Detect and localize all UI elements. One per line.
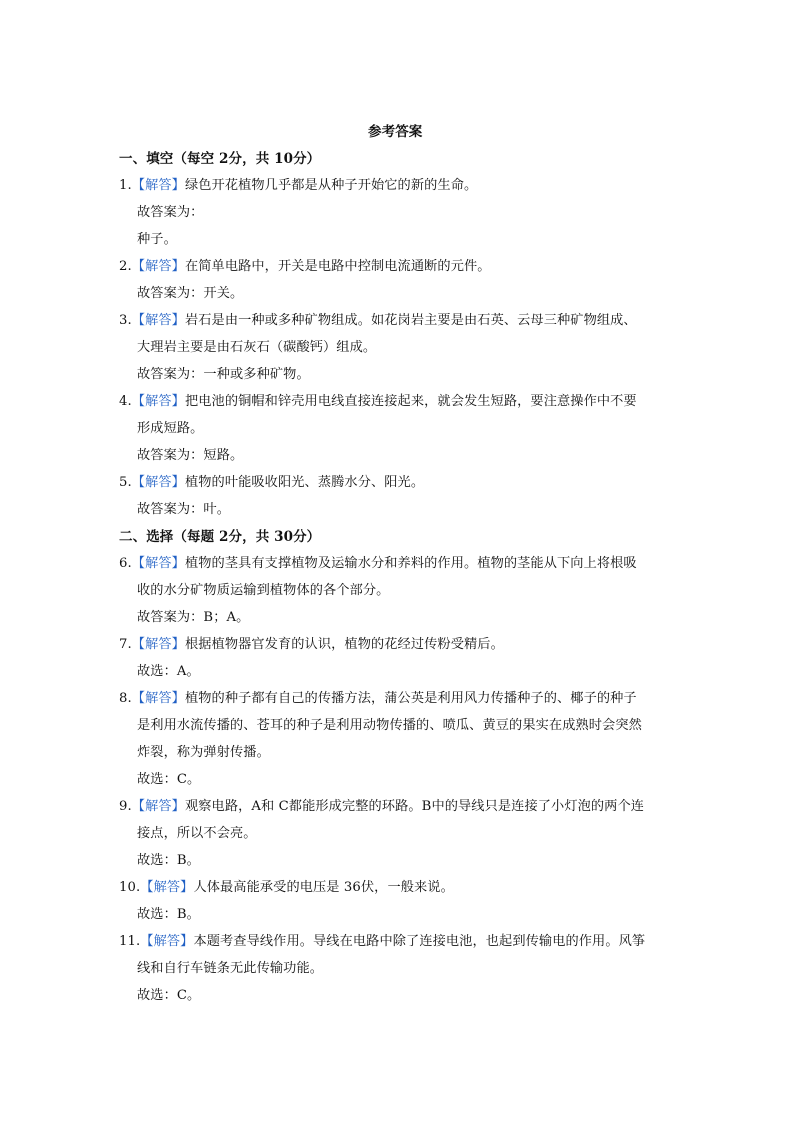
answer-item xyxy=(119,636,504,654)
line-text: 故选：B。 xyxy=(137,853,200,868)
answer-item xyxy=(119,879,454,897)
answer-item xyxy=(119,798,644,816)
answer-tag: 【解答】 xyxy=(131,556,185,571)
item-number: 1. xyxy=(119,178,132,193)
answer-tag: 【解答】 xyxy=(131,475,185,490)
section-heading xyxy=(119,150,320,168)
answer-line xyxy=(137,663,200,681)
answer-tag: 【解答】 xyxy=(140,880,194,895)
answer-tag: 【解答】 xyxy=(131,637,185,652)
answer-line xyxy=(137,987,200,1005)
answer-line xyxy=(137,852,200,870)
answer-line xyxy=(137,366,310,384)
line-text: 线和自行车链条无此传输功能。 xyxy=(137,961,324,976)
answer-line xyxy=(137,717,642,735)
line-text: 故答案为：B；A。 xyxy=(137,610,250,625)
line-text: 故选：C。 xyxy=(137,772,201,787)
line-text: 大理岩主要是由石灰石（碳酸钙）组成。 xyxy=(137,340,377,355)
line-text: 故选：A。 xyxy=(137,664,200,679)
answer-line xyxy=(137,231,177,249)
item-text: 观察电路，A和 C都能形成完整的环路。B中的导线只是连接了小灯泡的两个连 xyxy=(184,799,645,814)
item-text: 根据植物器官发育的认识，植物的花经过传粉受精后。 xyxy=(184,637,504,652)
line-text: 故答案为：开关。 xyxy=(137,286,244,301)
answer-item xyxy=(119,177,477,195)
answer-line xyxy=(137,501,230,519)
item-number: 8. xyxy=(119,691,132,706)
item-text: 绿色开花植物几乎都是从种子开始它的新的生命。 xyxy=(184,178,478,193)
answer-line xyxy=(137,906,200,924)
item-number: 4. xyxy=(119,394,132,409)
answer-tag: 【解答】 xyxy=(131,691,185,706)
answer-tag: 【解答】 xyxy=(131,313,185,328)
item-number: 2. xyxy=(119,259,132,274)
line-text: 故答案为： xyxy=(137,205,204,220)
answer-line xyxy=(137,447,243,465)
item-text: 植物的种子都有自己的传播方法，蒲公英是利用风力传播种子的、椰子的种子 xyxy=(184,691,637,706)
line-text: 形成短路。 xyxy=(137,421,204,436)
item-text: 岩石是由一种或多种矿物组成。如花岗岩主要是由石英、云母三种矿物组成、 xyxy=(184,313,637,328)
answer-line xyxy=(137,420,203,438)
answer-line xyxy=(137,825,257,843)
answer-item xyxy=(119,258,491,276)
line-text: 故答案为：叶。 xyxy=(137,502,231,517)
answer-line xyxy=(137,285,243,303)
line-text: 故答案为：短路。 xyxy=(137,448,244,463)
answer-tag: 【解答】 xyxy=(131,259,185,274)
line-text: 接点，所以不会亮。 xyxy=(137,826,257,841)
answer-tag: 【解答】 xyxy=(131,178,185,193)
answer-line xyxy=(137,582,389,600)
answer-line xyxy=(137,960,323,978)
answer-tag: 【解答】 xyxy=(140,934,194,949)
item-number: 11. xyxy=(119,934,141,949)
item-number: 7. xyxy=(119,637,132,652)
answer-line xyxy=(137,744,270,762)
answer-item xyxy=(119,474,424,492)
page-title: 参考答案 xyxy=(368,124,423,140)
answer-tag: 【解答】 xyxy=(131,799,185,814)
answer-line xyxy=(137,204,203,222)
item-text: 人体最高能承受的电压是 36伏，一般来说。 xyxy=(193,880,454,895)
item-number: 3. xyxy=(119,313,132,328)
line-text: 种子。 xyxy=(137,232,177,247)
item-number: 9. xyxy=(119,799,132,814)
item-number: 6. xyxy=(119,556,132,571)
line-text: 是利用水流传播的、苍耳的种子是利用动物传播的、喷瓜、黄豆的果实在成熟时会突然 xyxy=(137,718,642,733)
answer-tag: 【解答】 xyxy=(131,394,185,409)
line-text: 故答案为：一种或多种矿物。 xyxy=(137,367,310,382)
answer-item xyxy=(119,690,637,708)
answer-line xyxy=(137,609,249,627)
answer-item xyxy=(119,312,637,330)
line-text: 炸裂，称为弹射传播。 xyxy=(137,745,270,760)
section-heading xyxy=(119,528,320,546)
item-text: 把电池的铜帽和锌壳用电线直接连接起来，就会发生短路，要注意操作中不要 xyxy=(184,394,637,409)
item-number: 10. xyxy=(119,880,141,895)
answer-line xyxy=(137,339,376,357)
answer-line xyxy=(137,771,200,789)
item-text: 在简单电路中，开关是电路中控制电流通断的元件。 xyxy=(184,259,491,274)
item-text: 本题考查导线作用。导线在电路中除了连接电池，也起到传输电的作用。风筝 xyxy=(193,934,646,949)
item-text: 植物的叶能吸收阳光、蒸腾水分、阳光。 xyxy=(184,475,425,490)
line-text: 收的水分矿物质运输到植物体的各个部分。 xyxy=(137,583,390,598)
line-text: 故选：C。 xyxy=(137,988,201,1003)
line-text: 故选：B。 xyxy=(137,907,200,922)
answer-item xyxy=(119,555,637,573)
item-number: 5. xyxy=(119,475,132,490)
answer-item xyxy=(119,393,637,411)
item-text: 植物的茎具有支撑植物及运输水分和养料的作用。植物的茎能从下向上将根吸 xyxy=(184,556,637,571)
section-heading-text: 一、填空（每空 2分，共 10分） xyxy=(119,151,321,167)
answer-item xyxy=(119,933,645,951)
section-heading-text: 二、选择（每题 2分，共 30分） xyxy=(119,529,321,545)
